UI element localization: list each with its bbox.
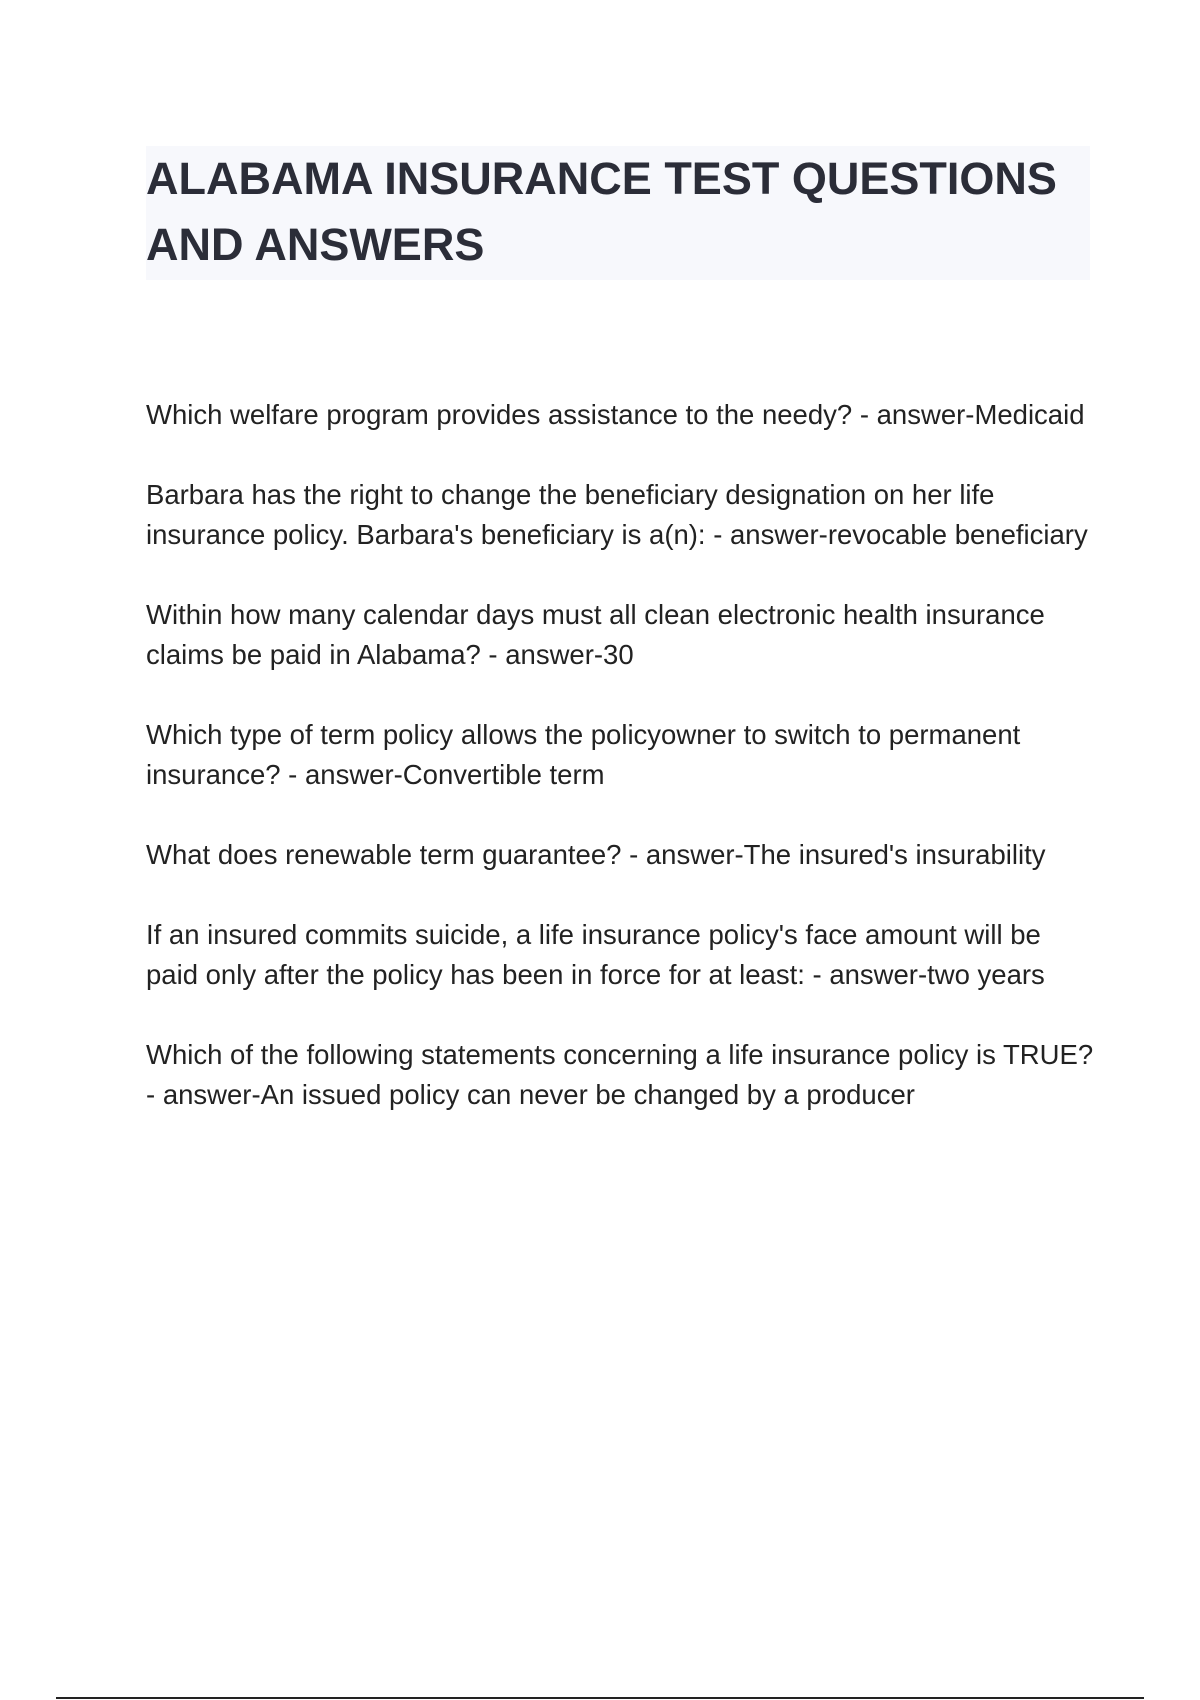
bottom-divider [56, 1697, 1144, 1699]
qa-item-3 [146, 595, 1096, 675]
answer-text: answer-revocable beneficiary [730, 519, 1088, 550]
answer-text: answer-The insured's insurability [645, 839, 1046, 870]
question-text: What does renewable term guarantee? - [146, 839, 639, 870]
qa-item-7 [146, 1035, 1096, 1115]
qa-item-2 [146, 475, 1096, 555]
page-title: ALABAMA INSURANCE TEST QUESTIONS AND ANSWERS [146, 153, 1057, 270]
answer-text: answer-two years [829, 959, 1045, 990]
question-text: Barbara has the right to change the beneficiary designation on her life insurance policy. Barbara's beneficiary is a(n): - [146, 479, 995, 550]
question-text: Which of the following statements concerning a life insurance policy is TRUE? - [146, 1039, 1094, 1110]
question-text: Within how many calendar days must all clean electronic health insurance claims be paid in Alabama? - [146, 599, 1045, 670]
answer-text: answer-Medicaid [876, 399, 1085, 430]
qa-item-5 [146, 835, 1096, 875]
answer-text: answer-30 [505, 639, 634, 670]
question-text: If an insured commits suicide, a life insurance policy's face amount will be paid only after the policy has been in force for at least: - [146, 919, 1041, 990]
answer-text: answer-Convertible term [304, 759, 605, 790]
qa-item-1 [146, 395, 1096, 435]
qa-list [146, 395, 1096, 1155]
question-text: Which type of term policy allows the policyowner to switch to permanent insurance? - [146, 719, 1021, 790]
qa-item-6 [146, 915, 1096, 995]
title-banner [146, 146, 1090, 280]
qa-item-4 [146, 715, 1096, 795]
question-text: Which welfare program provides assistance to the needy? - [146, 399, 869, 430]
answer-text: answer-An issued policy can never be changed by a producer [162, 1079, 915, 1110]
